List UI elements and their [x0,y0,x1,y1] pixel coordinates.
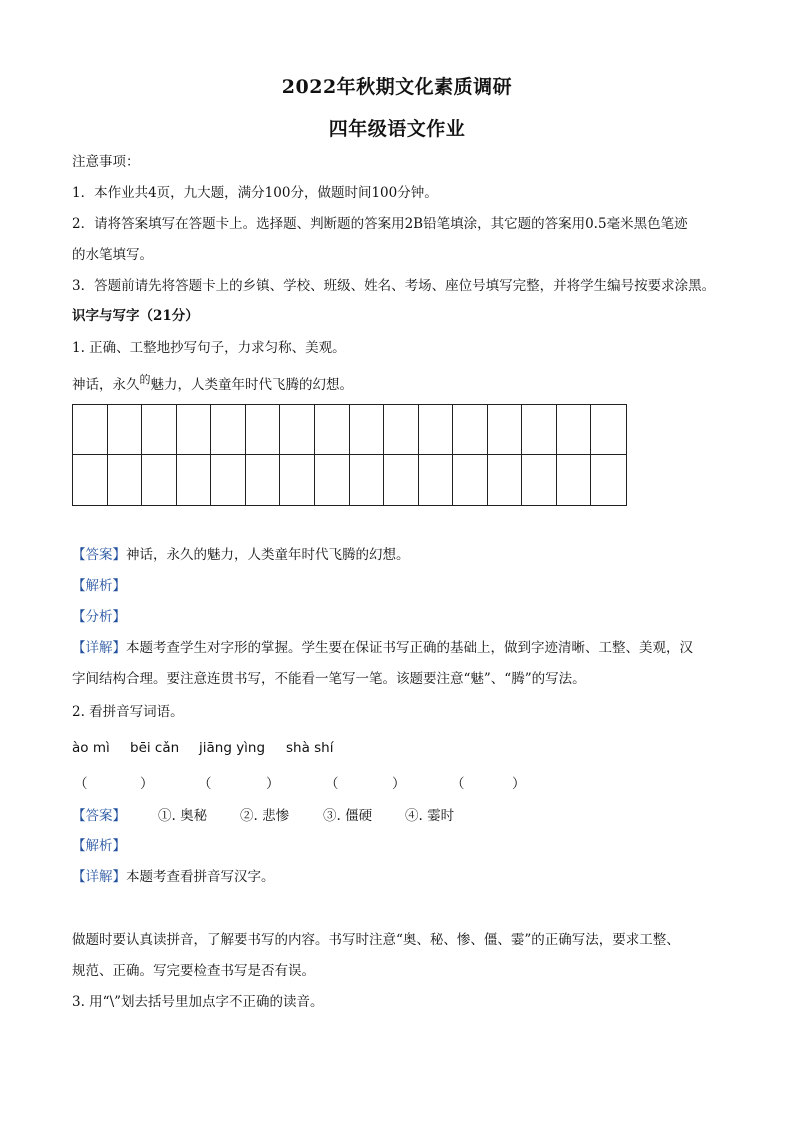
grid-cell[interactable] [315,455,350,505]
grid-cell[interactable] [384,455,419,505]
q2-prompt: 2. 看拼音写词语。 [72,704,184,720]
q1-sentence [72,375,732,396]
q2-detail-text: 本题考查看拼音写汉字。 [126,869,275,885]
grid-cell[interactable] [591,405,626,455]
grid-cell[interactable] [488,455,523,505]
page-subtitle: 四年级语文作业 [328,118,466,140]
pinyin-1: ào mì [72,740,110,756]
paren-open-2: （ [198,776,212,792]
q2-answer-1: ①. 奥秘 [158,808,208,824]
grid-cell[interactable] [453,405,488,455]
grid-cell[interactable] [142,455,177,505]
paren-open-4: （ [451,776,465,792]
q1-answer [72,545,732,565]
q1-fenxi-label: 【分析】 [72,609,126,625]
grid-cell[interactable] [488,405,523,455]
q1-detail-text-1: 本题考查学生对字形的掌握。学生要在保证书写正确的基础上，做到字迹清晰、工整、美观，汉 [126,640,693,656]
grid-cell[interactable] [246,455,281,505]
grid-cell[interactable] [522,455,557,505]
q1-detail-text-2: 字间结构合理。要注意连贯书写，不能看一笔写一笔。该题要注意“魅”、“腾”的写法。 [72,671,586,687]
grid-cell[interactable] [557,405,592,455]
q2-para-1: 做题时要认真读拼音，了解要书写的内容。书写时注意“奥、秘、惨、僵、霎”的正确写法，要求工整、 [72,932,680,948]
grid-cell[interactable] [522,405,557,455]
grid-cell[interactable] [315,405,350,455]
grid-cell[interactable] [280,455,315,505]
grid-cell[interactable] [419,405,454,455]
paren-close-2: ） [266,776,280,792]
q1-sentence-part-b: 魅力，人类童年时代飞腾的幻想。 [150,377,353,393]
grid-cell[interactable] [108,405,143,455]
note-item-2-cont: 的水笔填写。 [72,247,153,263]
notes-heading: 注意事项： [72,154,140,170]
grid-cell[interactable] [246,405,281,455]
grid-cell[interactable] [419,455,454,505]
paren-close-1: ） [140,776,154,792]
q2-para-2: 规范、正确。写完要检查书写是否有误。 [72,963,315,979]
grid-cell[interactable] [108,455,143,505]
grid-cell[interactable] [177,405,212,455]
q2-answer-2: ②. 悲惨 [240,808,290,824]
grid-cell[interactable] [591,455,626,505]
q2-detail [72,867,732,887]
q3-prompt: 3. 用“\”划去括号里加点字不正确的读音。 [72,994,324,1010]
note-item-3: 3．答题前请先将答题卡上的乡镇、学校、班级、姓名、考场、座位号填写完整，并将学生编号按要求涂黑。 [72,278,716,294]
q1-detail [72,638,732,658]
paren-close-3: ） [392,776,406,792]
section-title: 识字与写字（21分） [72,308,199,324]
paren-open-3: （ [325,776,339,792]
grid-cell[interactable] [73,405,108,455]
q2-answer-label: 【答案】 [72,808,126,824]
q2-jiexi-label: 【解析】 [72,838,126,854]
q1-prompt: 1. 正确、工整地抄写句子，力求匀称、美观。 [72,340,346,356]
q1-sentence-small-char: 的 [139,373,151,386]
grid-cell[interactable] [453,455,488,505]
grid-cell[interactable] [384,405,419,455]
grid-cell[interactable] [211,405,246,455]
page-title: 2022年秋期文化素质调研 [281,76,513,98]
note-item-2: 2．请将答案填写在答题卡上。选择题、判断题的答案用2B铅笔填涂，其它题的答案用0.5毫米黑色笔迹 [72,216,688,232]
q1-jiexi-label: 【解析】 [72,578,126,594]
grid-cell[interactable] [350,455,385,505]
pinyin-2: bēi cǎn [130,740,180,756]
grid-cell[interactable] [177,455,212,505]
pinyin-3: jiāng yìng [199,740,266,756]
writing-grid[interactable] [72,404,627,506]
paren-open-1: （ [74,776,88,792]
grid-cell[interactable] [350,405,385,455]
q2-answer-3: ③. 僵硬 [323,808,373,824]
grid-cell[interactable] [557,455,592,505]
paren-close-4: ） [512,776,526,792]
q1-sentence-part-a: 神话，永久 [72,377,140,393]
pinyin-4: shà shí [286,740,334,756]
detail-label: 【详解】 [72,640,126,656]
grid-cell[interactable] [280,405,315,455]
note-item-1: 1．本作业共4页，九大题，满分100分，做题时间100分钟。 [72,185,438,201]
q2-detail-label: 【详解】 [72,869,126,885]
grid-cell[interactable] [211,455,246,505]
answer-label: 【答案】 [72,547,126,563]
grid-cell[interactable] [142,405,177,455]
grid-cell[interactable] [73,455,108,505]
q2-answer-4: ④. 霎时 [405,808,455,824]
q1-answer-text: 神话，永久的魅力，人类童年时代飞腾的幻想。 [126,547,410,563]
